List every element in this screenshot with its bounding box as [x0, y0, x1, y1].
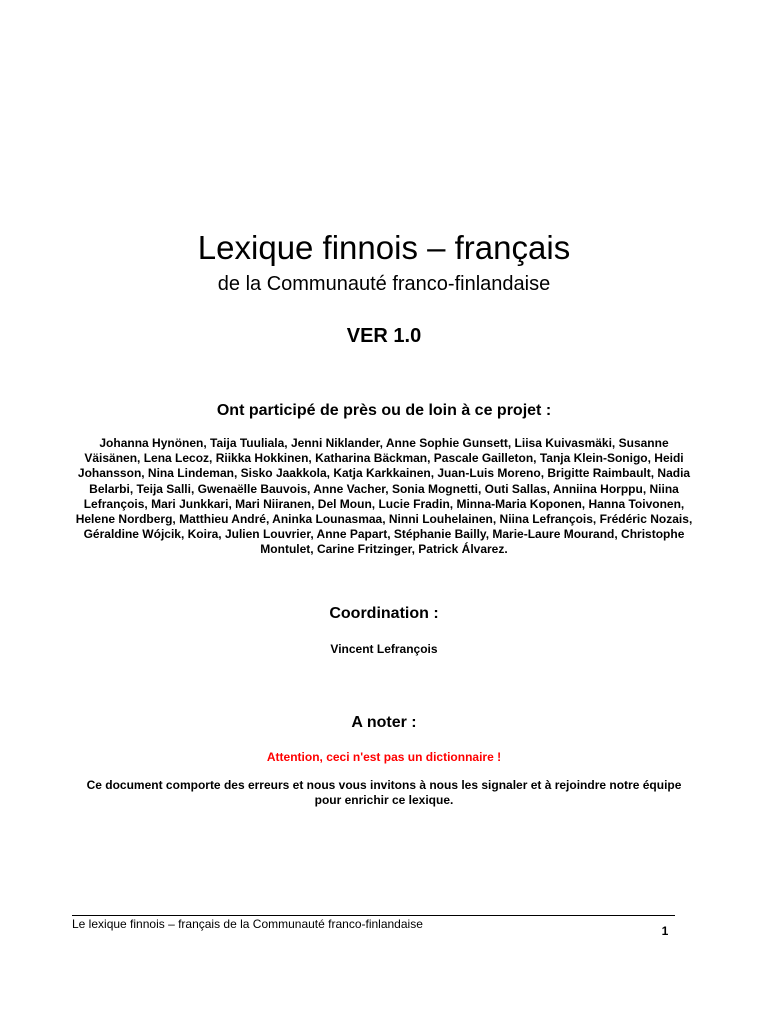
page-number: 1 [661, 924, 669, 938]
document-title: Lexique finnois – français [197, 229, 571, 266]
note-body: Ce document comporte des erreurs et nous vous invitons à nous les signaler et à rejoindre notre équipe pour enrichir ce lexique. [86, 778, 682, 808]
coordinator-name: Vincent Lefrançois [330, 642, 438, 656]
document-subtitle: de la Communauté franco-finlandaise [217, 273, 551, 295]
contributors-heading: Ont participé de près ou de loin à ce projet : [216, 402, 552, 419]
footer-text: Le lexique finnois – français de la Communauté franco-finlandaise [72, 917, 423, 931]
note-heading: A noter : [351, 714, 417, 731]
version-label: VER 1.0 [346, 325, 422, 347]
note-warning: Attention, ceci n'est pas un dictionnaire ! [266, 750, 502, 764]
coordination-heading: Coordination : [329, 605, 439, 622]
footer-divider [72, 915, 675, 916]
contributors-list: Johanna Hynönen, Taija Tuuliala, Jenni Niklander, Anne Sophie Gunsett, Liisa Kuivasmäki, Susanne Väisänen, Lena Lecoz, Riikka Hokkinen, Katharina Bäckman, Pascale Gailleton, Tanja Klein-Sonigo, Heidi Johansson, Nina Lindeman, Sisko Jaakkola, Katja Karkkainen, Juan-Luis Moreno, Brigitte Raimbault, Nadia Belarbi, Teija Salli, Gwenaëlle Bauvois, Anne Vacher, Sonia Mognetti, Outi Sallas, Anniina Horppu, Niina Lefrançois, Mari Junkkari, Mari Niiranen, Del Moun, Lucie Fradin, Minna-Maria Koponen, Hanna Toivonen, Helene Nordberg, Matthieu André, Aninka Lounasmaa, Ninni Louhelainen, Niina Lefrançois, Frédéric Nozais, Géraldine Wójcik, Koira, Julien Louvrier, Anne Papart, Stéphanie Bailly, Marie-Laure Mourand, Christophe Montulet, Carine Fritzinger, Patrick Álvarez. [75, 436, 693, 557]
